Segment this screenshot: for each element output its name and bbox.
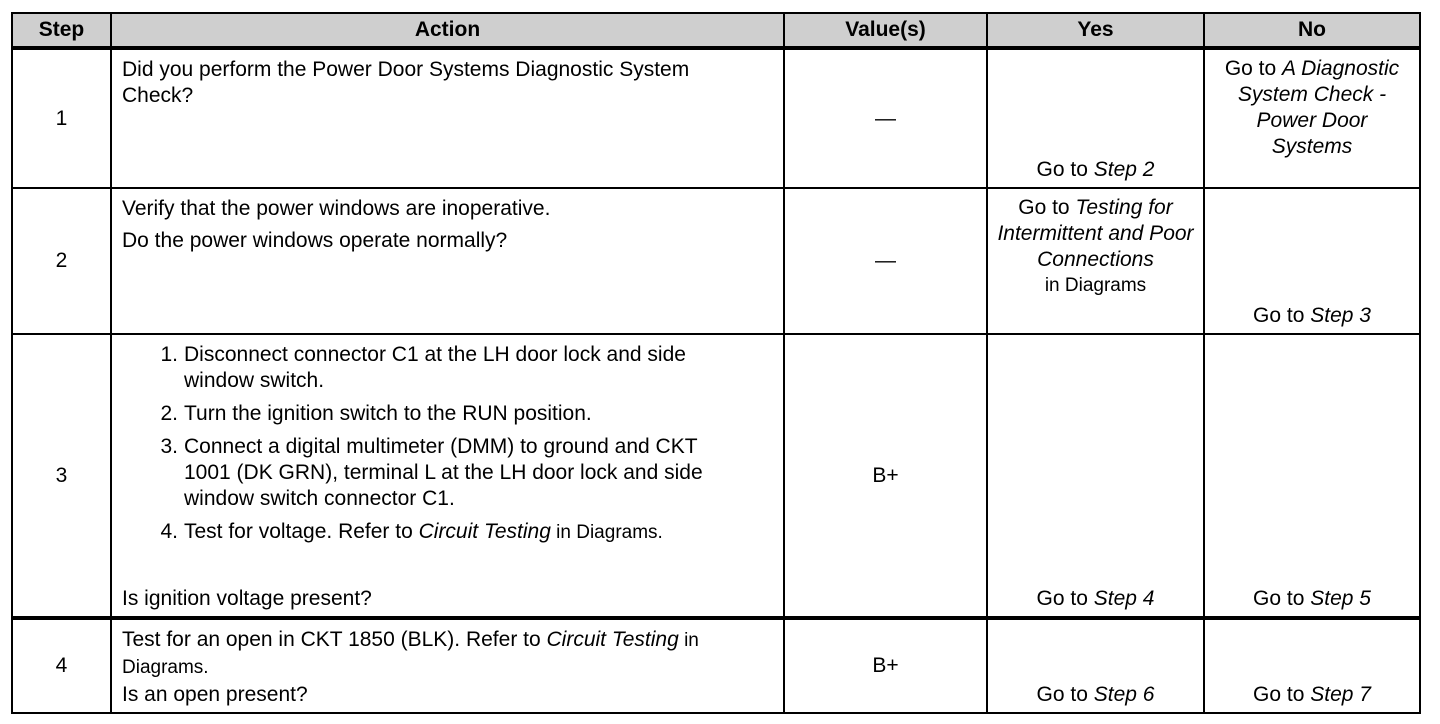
no-cell [1204,334,1420,618]
action-cell [111,48,784,188]
no-cell [1204,48,1420,188]
yes-cell [987,48,1204,188]
list-item: 2. Turn the ignition switch to the RUN position. [160,402,592,425]
table-row-step-4 [12,618,1420,713]
diagnostic-table [11,12,1421,714]
no-link[interactable]: Go to Step 5 [1253,587,1371,610]
list-item: 4. Test for voltage. Refer to Circuit Testing in Diagrams. [160,520,663,543]
header-values: Value(s) [784,13,987,48]
header-step: Step [12,13,111,48]
step-number: 4 [12,618,111,713]
list-item: 3. Connect a digital multimeter (DMM) to ground and CKT 1001 (DK GRN), terminal L at the LH door lock and side window switch connector C1. [160,435,703,510]
yes-link[interactable]: Go to Step 2 [1036,158,1155,181]
yes-cell [987,334,1204,618]
value-cell: B+ [784,618,987,713]
yes-link[interactable]: Go to Step 6 [1036,683,1155,706]
value-cell: — [784,48,987,188]
no-link[interactable]: Go to A Diagnostic System Check - Power Door Systems [1224,57,1400,158]
table-row-step-2 [12,188,1420,334]
header-yes: Yes [987,13,1204,48]
yes-suffix: in Diagrams [1044,275,1147,296]
action-question: Do the power windows operate normally? [122,229,508,252]
action-cell [111,334,784,618]
value-cell: — [784,188,987,334]
action-text: Verify that the power windows are inoperative. [122,197,551,220]
value-cell: B+ [784,334,987,618]
action-steps [122,342,722,546]
header-no: No [1204,13,1420,48]
step-number: 3 [12,334,111,618]
action-question: Is ignition voltage present? [122,587,372,610]
action-text: Test for an open in CKT 1850 (BLK). Refer to Circuit Testing in Diagrams. [122,628,699,678]
no-cell [1204,618,1420,713]
no-link[interactable]: Go to Step 3 [1253,304,1371,327]
list-item: 1. Disconnect connector C1 at the LH door lock and side window switch. [160,343,686,392]
action-cell [111,618,784,713]
step-number: 2 [12,188,111,334]
header-action: Action [111,13,784,48]
table-row-step-3 [12,334,1420,618]
action-cell [111,188,784,334]
table-row-step-1 [12,48,1420,188]
yes-link[interactable]: Go to Step 4 [1036,587,1155,610]
step-number: 1 [12,48,111,188]
yes-cell [987,618,1204,713]
header-row [12,13,1420,48]
yes-cell [987,188,1204,334]
action-text: Did you perform the Power Door Systems Diagnostic System Check? [122,58,690,107]
no-cell [1204,188,1420,334]
no-link[interactable]: Go to Step 7 [1253,683,1371,706]
action-question: Is an open present? [122,683,308,706]
yes-link[interactable]: Go to Testing for Intermittent and Poor Connections in Diagrams [988,189,1203,299]
